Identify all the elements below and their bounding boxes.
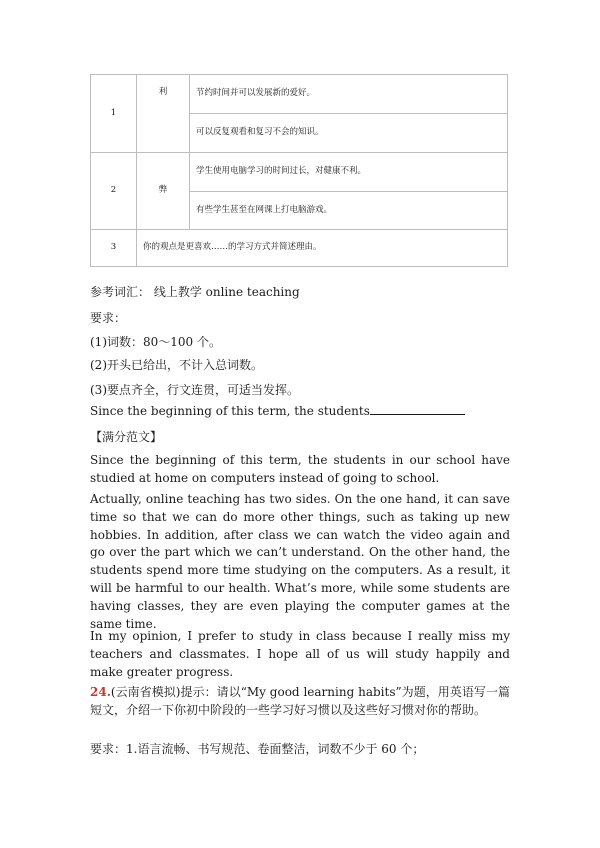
point-cell: 学生使用电脑学习的时间过长，对健康不利。 [190, 153, 508, 192]
question-24 [90, 684, 510, 720]
opening-text: Since the beginning of this term, the students [90, 404, 370, 418]
requirement-item: (2)开头已给出，不计入总词数。 [90, 358, 263, 372]
table-row [91, 75, 508, 114]
sample-heading: 【满分范文】 [90, 430, 163, 444]
point-cell: 节约时间并可以发展新的爱好。 [190, 75, 508, 114]
opening-line [90, 403, 465, 418]
vocab-line: 参考词汇： 线上教学 online teaching [90, 285, 300, 299]
point-cell: 有些学生甚至在网课上打电脑游戏。 [190, 192, 508, 230]
row-number: 1 [91, 75, 137, 153]
row-number: 3 [91, 230, 137, 267]
question-prompt: (云南省模拟)提示：请以“My good learning habits”为题，用英语写一篇短文，介绍一下你初中阶段的一些学习好习惯以及这些好习惯对你的帮助。 [90, 685, 510, 717]
sample-paragraph: In my opinion, I prefer to study in class because I really miss my teachers and classmates. I hope all of us will study happily and make greater progress. [90, 629, 510, 679]
category-advantages: 利 [137, 75, 190, 153]
question-requirement: 要求：1.语言流畅、书写规范、卷面整洁，词数不少于 60 个； [90, 742, 425, 756]
table-row [91, 153, 508, 192]
sample-paragraph: Actually, online teaching has two sides. On the one hand, it can save time so that we can do more other things, such as taking up new hobbies. In addition, after class we can watch the video again and go over the part which we can’t understand. On the other hand, the students spend more time studying on the computers. As a result, it will be harmful to our health. What’s more, while some students are having classes, they are even playing the computer games at the same time. [90, 492, 510, 631]
requirement-item: (3)要点齐全，行文连贯，可适当发挥。 [90, 383, 299, 397]
requirement-item: (1)词数：80～100 个。 [90, 335, 221, 349]
outline-table [90, 74, 508, 267]
category-disadvantages: 弊 [137, 153, 190, 230]
answer-blank [370, 403, 465, 415]
sample-paragraph: Since the beginning of this term, the students in our school have studied at home on computers instead of going to school. [90, 453, 510, 485]
requirements-title: 要求： [90, 311, 127, 325]
task-cell: 你的观点是更喜欢……的学习方式并简述理由。 [137, 230, 508, 267]
point-cell: 可以反复观看和复习不会的知识。 [190, 114, 508, 153]
table-row [91, 230, 508, 267]
question-number: 24. [90, 685, 111, 699]
row-number: 2 [91, 153, 137, 230]
